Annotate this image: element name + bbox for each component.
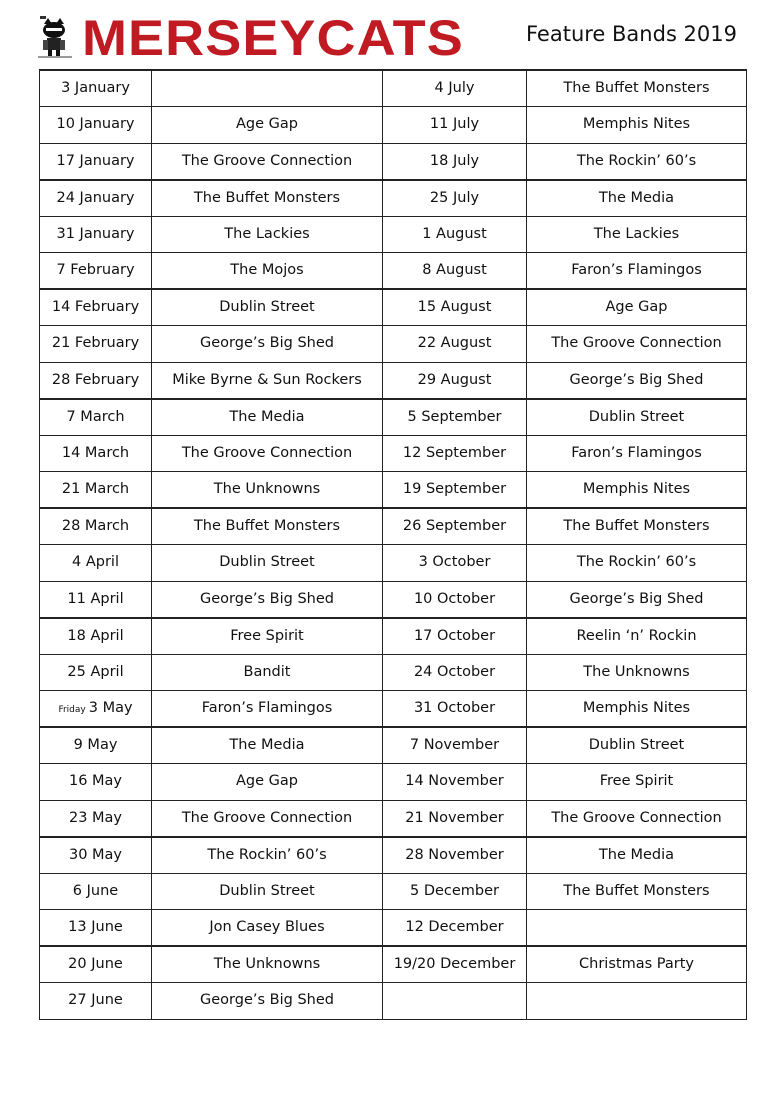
- band-cell-second-half: The Rockin’ 60’s: [527, 143, 747, 180]
- band-cell-second-half: Faron’s Flamingos: [527, 435, 747, 472]
- table-row: [40, 472, 747, 509]
- band-cell-first-half: [152, 70, 383, 107]
- date-cell-second-half: 24 October: [383, 654, 527, 691]
- band-cell-second-half: Memphis Nites: [527, 472, 747, 509]
- day-prefix-label: Friday: [58, 705, 86, 715]
- table-row: [40, 289, 747, 326]
- band-cell-second-half: Free Spirit: [527, 764, 747, 801]
- table-row: [40, 800, 747, 837]
- date-cell-first-half: 27 June: [40, 983, 152, 1020]
- band-cell-second-half: [527, 983, 747, 1020]
- table-row: [40, 581, 747, 618]
- table-row: [40, 399, 747, 436]
- band-cell-second-half: The Buffet Monsters: [527, 873, 747, 910]
- table-row: [40, 180, 747, 217]
- date-cell-first-half: 31 January: [40, 216, 152, 253]
- date-cell-first-half: 23 May: [40, 800, 152, 837]
- date-cell-second-half: 5 September: [383, 399, 527, 436]
- date-cell-first-half: 13 June: [40, 910, 152, 947]
- band-cell-first-half: The Buffet Monsters: [152, 508, 383, 545]
- date-cell-first-half: 28 February: [40, 362, 152, 399]
- date-cell-second-half: 4 July: [383, 70, 527, 107]
- date-cell-first-half: [40, 691, 152, 728]
- band-cell-first-half: The Mojos: [152, 253, 383, 290]
- feature-bands-table: [39, 69, 747, 1020]
- band-cell-first-half: The Lackies: [152, 216, 383, 253]
- date-cell-second-half: 12 September: [383, 435, 527, 472]
- band-cell-second-half: The Buffet Monsters: [527, 508, 747, 545]
- band-cell-second-half: Reelin ‘n’ Rockin: [527, 618, 747, 655]
- date-cell-second-half: 18 July: [383, 143, 527, 180]
- schedule-body: [40, 70, 747, 1019]
- band-cell-first-half: The Rockin’ 60’s: [152, 837, 383, 874]
- date-cell-second-half: 26 September: [383, 508, 527, 545]
- cat-mascot-logo-icon: [34, 14, 78, 60]
- table-row: [40, 435, 747, 472]
- band-cell-first-half: George’s Big Shed: [152, 581, 383, 618]
- band-cell-first-half: The Media: [152, 727, 383, 764]
- table-row: [40, 654, 747, 691]
- date-cell-second-half: 15 August: [383, 289, 527, 326]
- band-cell-first-half: The Groove Connection: [152, 800, 383, 837]
- band-cell-first-half: George’s Big Shed: [152, 983, 383, 1020]
- band-cell-first-half: Mike Byrne & Sun Rockers: [152, 362, 383, 399]
- date-cell-first-half: 14 March: [40, 435, 152, 472]
- band-cell-first-half: Dublin Street: [152, 545, 383, 582]
- band-cell-first-half: Dublin Street: [152, 289, 383, 326]
- band-cell-second-half: Memphis Nites: [527, 691, 747, 728]
- date-cell-first-half: 21 March: [40, 472, 152, 509]
- date-cell-first-half: 21 February: [40, 326, 152, 363]
- date-cell-second-half: 1 August: [383, 216, 527, 253]
- date-label: 3 May: [88, 700, 133, 716]
- band-cell-first-half: The Unknowns: [152, 946, 383, 983]
- band-cell-second-half: The Media: [527, 837, 747, 874]
- table-row: [40, 70, 747, 107]
- band-cell-second-half: George’s Big Shed: [527, 362, 747, 399]
- band-cell-second-half: Dublin Street: [527, 399, 747, 436]
- band-cell-first-half: Age Gap: [152, 764, 383, 801]
- band-cell-first-half: The Buffet Monsters: [152, 180, 383, 217]
- date-cell-second-half: 3 October: [383, 545, 527, 582]
- band-cell-second-half: George’s Big Shed: [527, 581, 747, 618]
- date-cell-first-half: 7 March: [40, 399, 152, 436]
- table-row: [40, 983, 747, 1020]
- date-cell-second-half: 11 July: [383, 107, 527, 144]
- date-cell-second-half: 19/20 December: [383, 946, 527, 983]
- band-cell-first-half: Dublin Street: [152, 873, 383, 910]
- date-cell-first-half: 17 January: [40, 143, 152, 180]
- table-row: [40, 910, 747, 947]
- date-cell-first-half: 6 June: [40, 873, 152, 910]
- band-cell-second-half: The Rockin’ 60’s: [527, 545, 747, 582]
- date-cell-first-half: 18 April: [40, 618, 152, 655]
- band-cell-first-half: The Media: [152, 399, 383, 436]
- date-cell-second-half: [383, 983, 527, 1020]
- band-cell-second-half: [527, 910, 747, 947]
- table-row: [40, 362, 747, 399]
- band-cell-first-half: The Unknowns: [152, 472, 383, 509]
- date-cell-first-half: 3 January: [40, 70, 152, 107]
- band-cell-second-half: The Buffet Monsters: [527, 70, 747, 107]
- table-row: [40, 873, 747, 910]
- date-cell-second-half: 22 August: [383, 326, 527, 363]
- date-cell-first-half: 7 February: [40, 253, 152, 290]
- date-cell-second-half: 5 December: [383, 873, 527, 910]
- band-cell-first-half: Age Gap: [152, 107, 383, 144]
- band-cell-second-half: The Groove Connection: [527, 326, 747, 363]
- table-row: [40, 253, 747, 290]
- table-row: [40, 545, 747, 582]
- band-cell-first-half: The Groove Connection: [152, 435, 383, 472]
- table-row: [40, 326, 747, 363]
- table-row: [40, 764, 747, 801]
- table-row: [40, 618, 747, 655]
- band-cell-first-half: Jon Casey Blues: [152, 910, 383, 947]
- date-cell-first-half: 16 May: [40, 764, 152, 801]
- table-row: [40, 508, 747, 545]
- date-cell-second-half: 14 November: [383, 764, 527, 801]
- band-cell-second-half: Age Gap: [527, 289, 747, 326]
- table-row: [40, 727, 747, 764]
- band-cell-second-half: Faron’s Flamingos: [527, 253, 747, 290]
- date-cell-second-half: 29 August: [383, 362, 527, 399]
- band-cell-first-half: Bandit: [152, 654, 383, 691]
- date-cell-second-half: 31 October: [383, 691, 527, 728]
- page-header: [0, 0, 774, 76]
- date-cell-second-half: 12 December: [383, 910, 527, 947]
- date-cell-first-half: 4 April: [40, 545, 152, 582]
- band-cell-second-half: The Lackies: [527, 216, 747, 253]
- date-cell-second-half: 21 November: [383, 800, 527, 837]
- band-cell-first-half: The Groove Connection: [152, 143, 383, 180]
- band-cell-second-half: The Groove Connection: [527, 800, 747, 837]
- date-cell-second-half: 28 November: [383, 837, 527, 874]
- date-cell-first-half: 14 February: [40, 289, 152, 326]
- band-cell-first-half: Free Spirit: [152, 618, 383, 655]
- date-cell-first-half: 28 March: [40, 508, 152, 545]
- date-cell-first-half: 9 May: [40, 727, 152, 764]
- band-cell-second-half: Memphis Nites: [527, 107, 747, 144]
- table-row: [40, 946, 747, 983]
- date-cell-first-half: 20 June: [40, 946, 152, 983]
- band-cell-second-half: Christmas Party: [527, 946, 747, 983]
- band-cell-first-half: George’s Big Shed: [152, 326, 383, 363]
- table-row: [40, 216, 747, 253]
- date-cell-first-half: 11 April: [40, 581, 152, 618]
- band-cell-second-half: The Media: [527, 180, 747, 217]
- date-cell-second-half: 10 October: [383, 581, 527, 618]
- brand-wordmark: MERSEYCATS: [82, 10, 464, 66]
- band-cell-first-half: Faron’s Flamingos: [152, 691, 383, 728]
- page-title: Feature Bands 2019: [526, 22, 738, 46]
- band-cell-second-half: Dublin Street: [527, 727, 747, 764]
- date-cell-second-half: 25 July: [383, 180, 527, 217]
- date-cell-first-half: 25 April: [40, 654, 152, 691]
- table-row: [40, 837, 747, 874]
- date-cell-second-half: 7 November: [383, 727, 527, 764]
- date-cell-second-half: 17 October: [383, 618, 527, 655]
- table-row: [40, 691, 747, 728]
- table-row: [40, 107, 747, 144]
- table-row: [40, 143, 747, 180]
- date-cell-first-half: 24 January: [40, 180, 152, 217]
- band-cell-second-half: The Unknowns: [527, 654, 747, 691]
- date-cell-second-half: 19 September: [383, 472, 527, 509]
- date-cell-first-half: 30 May: [40, 837, 152, 874]
- date-cell-second-half: 8 August: [383, 253, 527, 290]
- date-cell-first-half: 10 January: [40, 107, 152, 144]
